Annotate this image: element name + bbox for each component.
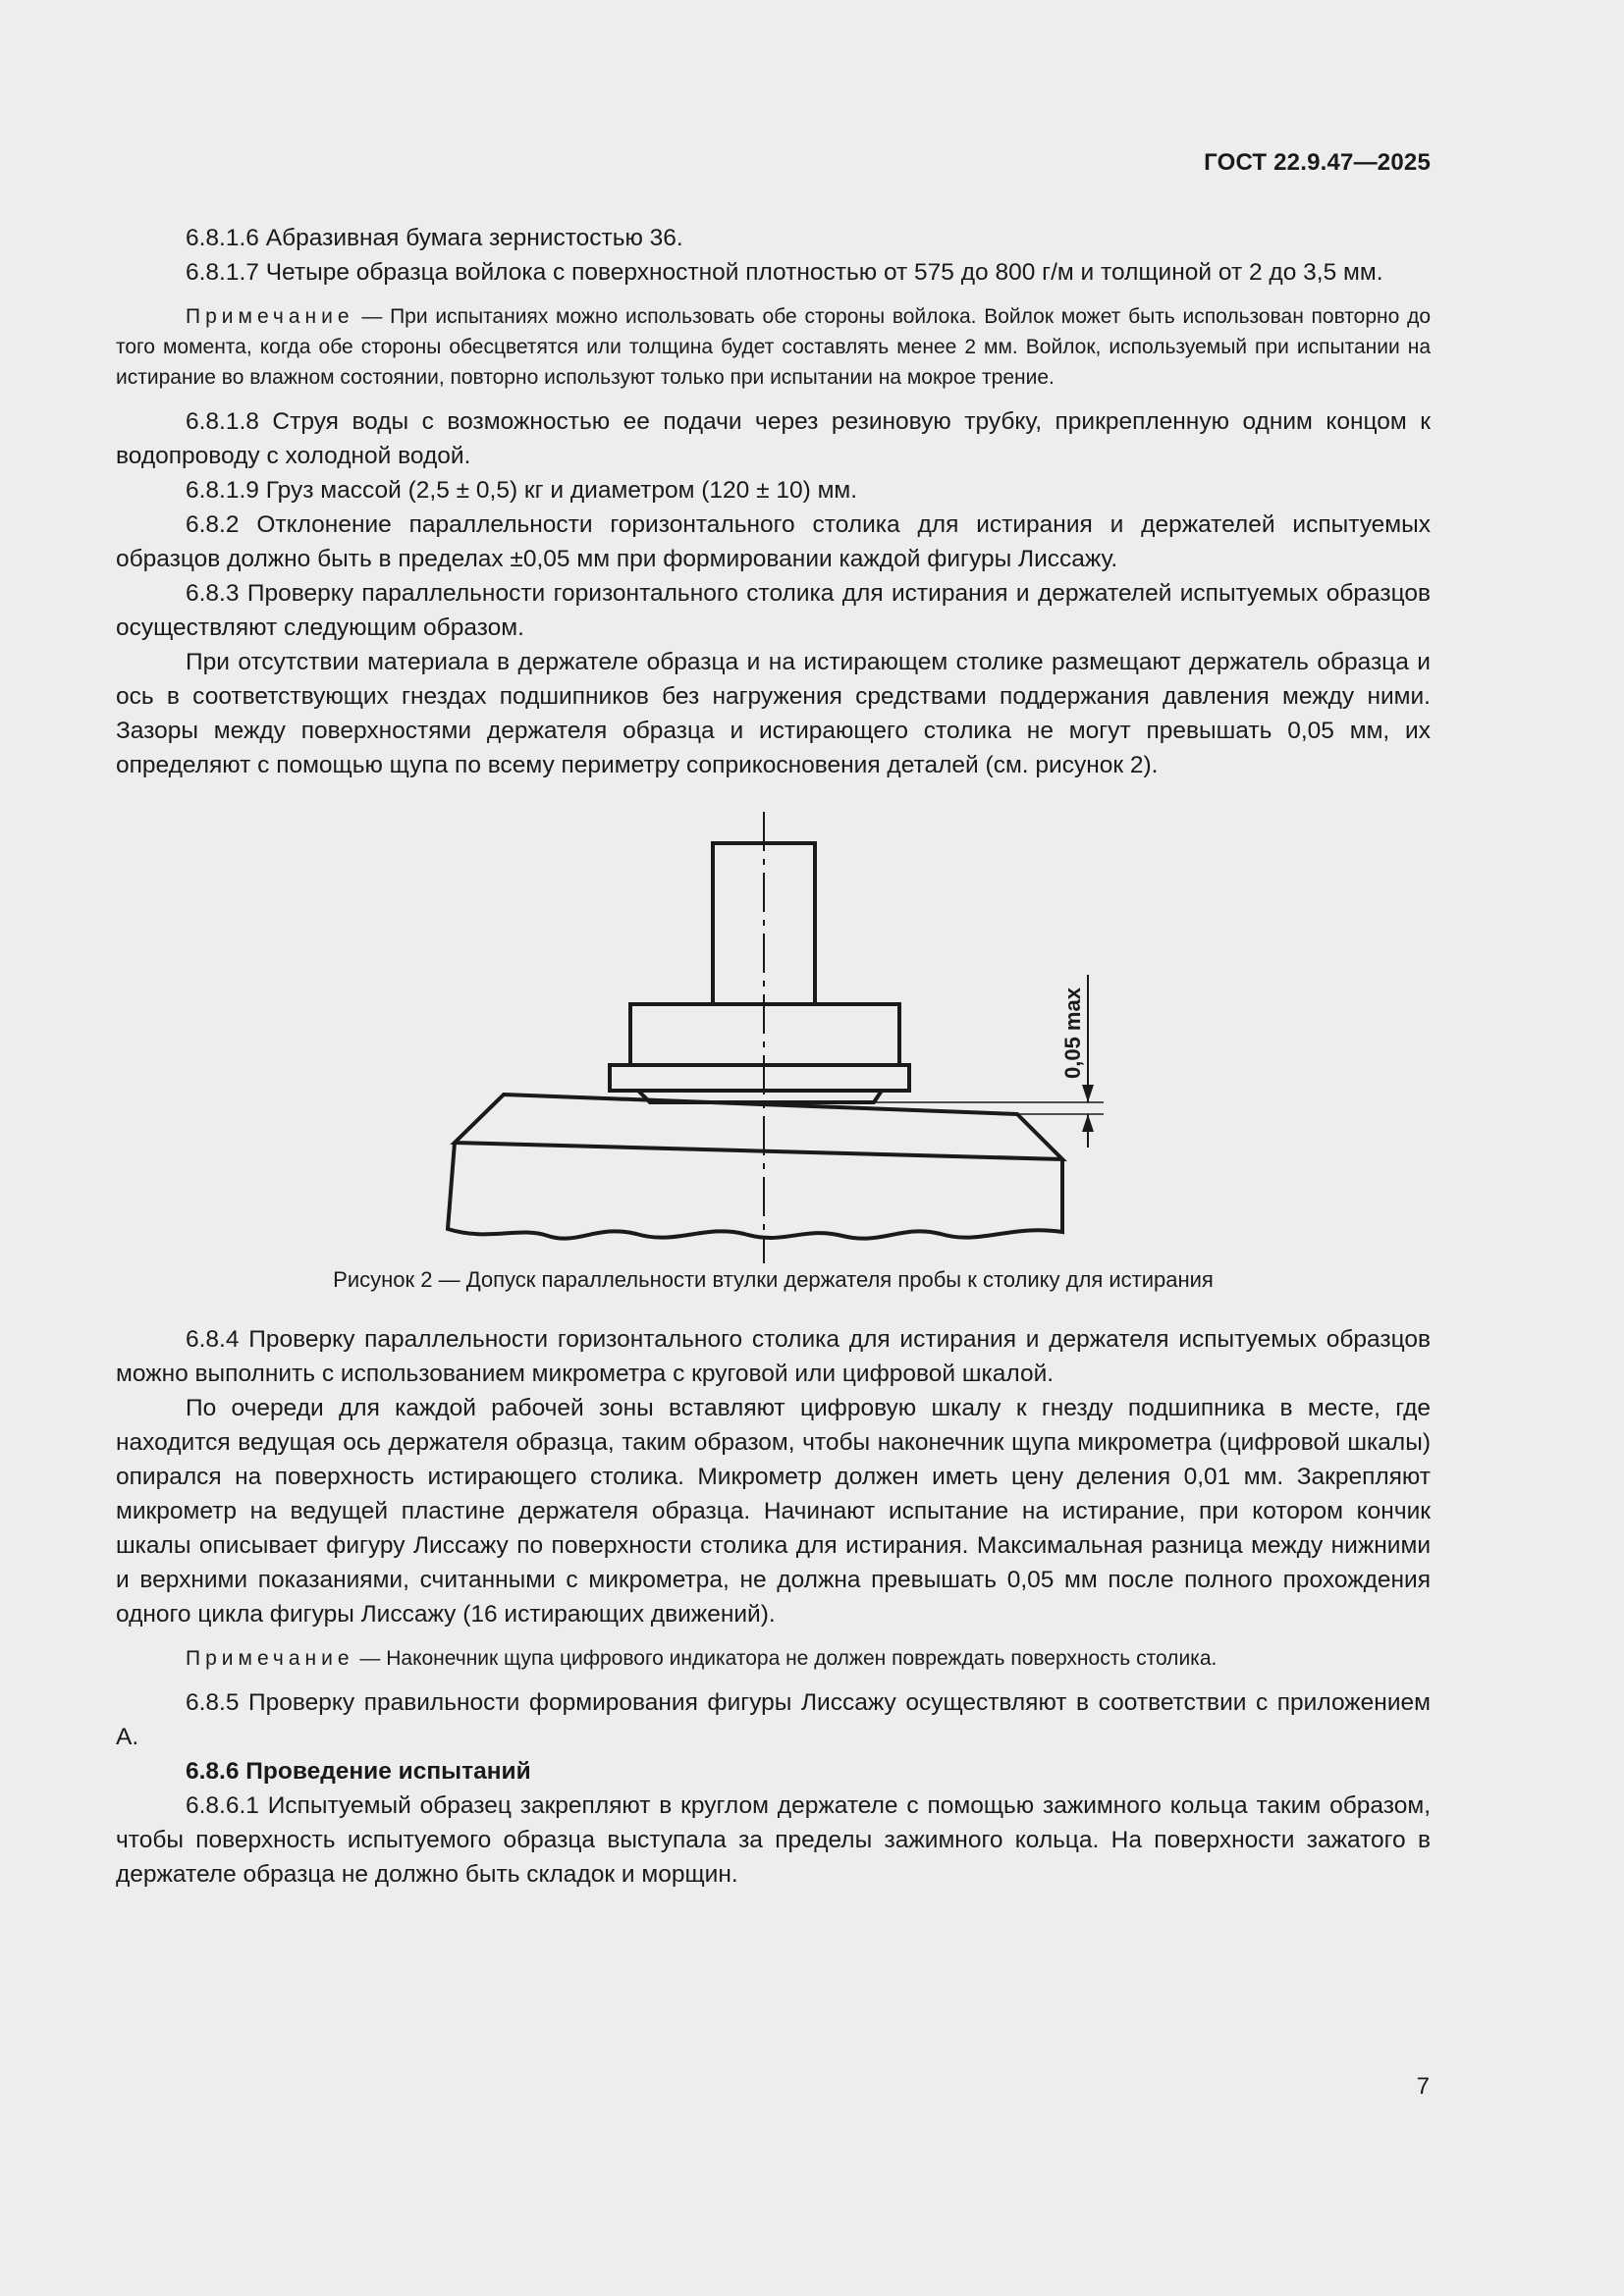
note-felt <box>116 301 1431 393</box>
arrow-up-icon <box>1082 1114 1094 1132</box>
note-label: Примечание <box>186 305 354 328</box>
note-indicator <box>116 1643 1431 1674</box>
paragraph-6-8-2: 6.8.2 Отклонение параллельности горизонтального столика для истирания и держателей испытуемых образцов должно быть в пределах ±0,05 мм при формировании каждой фигуры Лиссажу. <box>116 511 1431 572</box>
parallelism-tolerance-drawing <box>116 802 1431 1265</box>
table-top <box>455 1095 1062 1159</box>
figure-2 <box>116 802 1431 1265</box>
section-heading-6-8-6: 6.8.6 Проведение испытаний <box>186 1758 531 1785</box>
document-header: ГОСТ 22.9.47—2025 <box>1204 149 1431 176</box>
paragraph-6-8-1-9: 6.8.1.9 Груз массой (2,5 ± 0,5) кг и диаметром (120 ± 10) мм. <box>186 477 858 504</box>
dimension-label: 0,05 max <box>1060 988 1085 1079</box>
paragraph-6-8-3: 6.8.3 Проверку параллельности горизонтального столика для истирания и держателей испытуемых образцов осуществляют следующим образом. <box>116 580 1431 641</box>
figure-caption: Рисунок 2 — Допуск параллельности втулки держателя пробы к столику для истирания <box>333 1267 1214 1292</box>
note-label: Примечание <box>186 1647 354 1670</box>
note-text: — Наконечник щупа цифрового индикатора не должен повреждать поверхность столика. <box>353 1647 1218 1670</box>
paragraph-6-8-1-8: 6.8.1.8 Струя воды с возможностью ее подачи через резиновую трубку, прикрепленную одним концом к водопроводу с холодной водой. <box>116 408 1431 469</box>
paragraph-6-8-1-6: 6.8.1.6 Абразивная бумага зернистостью 36. <box>186 225 683 251</box>
paragraph-6-8-5: 6.8.5 Проверку правильности формирования фигуры Лиссажу осуществляют в соответствии с приложением А. <box>116 1689 1431 1750</box>
paragraph-6-8-3-cont: При отсутствии материала в держателе образца и на истирающем столике размещают держатель образца и ось в соответствующих гнездах подшипников без нагружения средствами поддержания давления между ними. Зазоры между поверхностями держателя образца и истирающего столика не могут превышать 0,05 мм, их определяют с помощью щупа по всему периметру соприкосновения деталей (см. рисунок 2). <box>116 649 1431 778</box>
paragraph-6-8-1-7: 6.8.1.7 Четыре образца войлока с поверхностной плотностью от 575 до 800 г/м и толщиной от 2 до 3,5 мм. <box>186 259 1383 286</box>
note-text: — При испытаниях можно использовать обе стороны войлока. Войлок может быть использован повторно до того момента, когда обе стороны обесцветятся или толщина будет составлять менее 2 мм. Войлок, используемый при испытании на истирание во влажном состоянии, повторно используют только при испытании на мокрое трение. <box>116 305 1431 389</box>
holder-flange <box>610 1065 909 1091</box>
page-content <box>116 221 1431 1892</box>
arrow-down-icon <box>1082 1085 1094 1102</box>
page-number: 7 <box>1416 2073 1430 2100</box>
paragraph-6-8-4: 6.8.4 Проверку параллельности горизонтального столика для истирания и держателя испытуемых образцов можно выполнить с использованием микрометра с круговой или цифровой шкалой. <box>116 1326 1431 1387</box>
paragraph-6-8-6-1: 6.8.6.1 Испытуемый образец закрепляют в круглом держателе с помощью зажимного кольца таким образом, чтобы поверхность испытуемого образца выступала за пределы зажимного кольца. На поверхности зажатого в держателе образца не должно быть складок и морщин. <box>116 1792 1431 1888</box>
paragraph-6-8-4-cont: По очереди для каждой рабочей зоны вставляют цифровую шкалу к гнезду подшипника в месте, где находится ведущая ось держателя образца, таким образом, чтобы наконечник щупа микрометра (цифровой шкалы) опирался на поверхность истирающего столика. Микрометр должен иметь цену деления 0,01 мм. Закрепляют микрометр на ведущей пластине держателя образца. Начинают испытание на истирание, при котором кончик шкалы описывает фигуру Лиссажу по поверхности столика для истирания. Максимальная разница между нижними и верхними показаниями, считанными с микрометра, не должна превышать 0,05 мм после полного прохождения одного цикла фигуры Лиссажу (16 истирающих движений). <box>116 1395 1431 1628</box>
